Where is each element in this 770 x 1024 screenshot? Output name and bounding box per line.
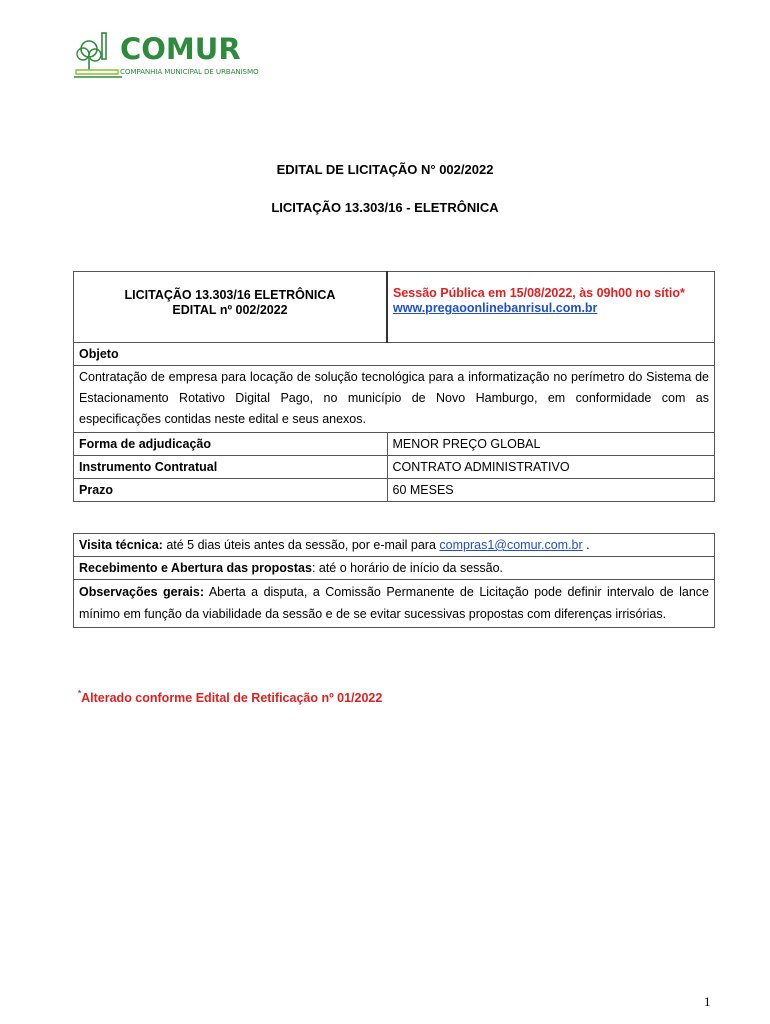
email-link[interactable]: compras1@comur.com.br <box>439 538 583 552</box>
visita-label: Visita técnica: <box>79 538 163 552</box>
observacoes-label: Observações gerais: <box>79 585 205 599</box>
portal-link[interactable]: www.pregaoonlinebanrisul.com.br <box>393 301 598 315</box>
table-row <box>74 433 715 456</box>
header-left-cell <box>74 272 388 343</box>
logo-subtitle: COMPANHIA MUNICIPAL DE URBANISMO <box>120 67 259 76</box>
bid-summary-table <box>73 271 715 502</box>
comur-logo <box>72 28 262 84</box>
note-text: Alterado conforme Edital de Retificação nº 01/2022 <box>81 691 383 705</box>
row-label: Prazo <box>74 479 388 502</box>
visita-text: até 5 dias úteis antes da sessão, por e-mail para <box>162 538 440 552</box>
note-star: * <box>78 689 82 698</box>
row-value: 60 MESES <box>387 479 715 502</box>
objeto-label: Objeto <box>74 343 715 366</box>
tree-house-logo-icon <box>72 30 124 80</box>
row-label: Forma de adjudicação <box>74 433 388 456</box>
header-left-line2: EDITAL nº 002/2022 <box>172 303 288 317</box>
table-row <box>74 456 715 479</box>
header-right-cell <box>387 272 715 343</box>
row-value: CONTRATO ADMINISTRATIVO <box>387 456 715 479</box>
session-info: Sessão Pública em 15/08/2022, às 09h00 no sítio* <box>393 286 685 300</box>
table-row <box>74 479 715 502</box>
header-left-line1: LICITAÇÃO 13.303/16 ELETRÔNICA <box>124 288 336 302</box>
additional-info-table <box>73 533 715 628</box>
rectification-note <box>78 691 382 705</box>
page-number: 1 <box>704 994 711 1009</box>
objeto-text: Contratação de empresa para locação de solução tecnológica para a informatização no perímetro do Sistema de Estacionamento Rotativo Digital Pago, no município de Novo Hamburgo, em conformidade com as especificações contidas neste edital e seus anexos. <box>74 366 715 433</box>
row-label: Instrumento Contratual <box>74 456 388 479</box>
visita-end: . <box>582 538 590 552</box>
observacoes-text: Aberta a disputa, a Comissão Permanente de Licitação pode definir intervalo de lance mínimo em função da viabilidade da sessão e de se evitar sucessivas propostas com diferenças irrisórias. <box>79 585 709 621</box>
row-value: MENOR PREÇO GLOBAL <box>387 433 715 456</box>
recebimento-text: : até o horário de início da sessão. <box>311 561 504 575</box>
document-subtitle: LICITAÇÃO 13.303/16 - ELETRÔNICA <box>271 200 499 215</box>
recebimento-label: Recebimento e Abertura das propostas <box>79 561 312 575</box>
recebimento-cell <box>74 557 715 580</box>
visita-cell <box>74 534 715 557</box>
logo-name: COMUR <box>120 32 241 66</box>
document-title: EDITAL DE LICITAÇÃO N° 002/2022 <box>276 162 494 177</box>
observacoes-cell <box>74 580 715 628</box>
